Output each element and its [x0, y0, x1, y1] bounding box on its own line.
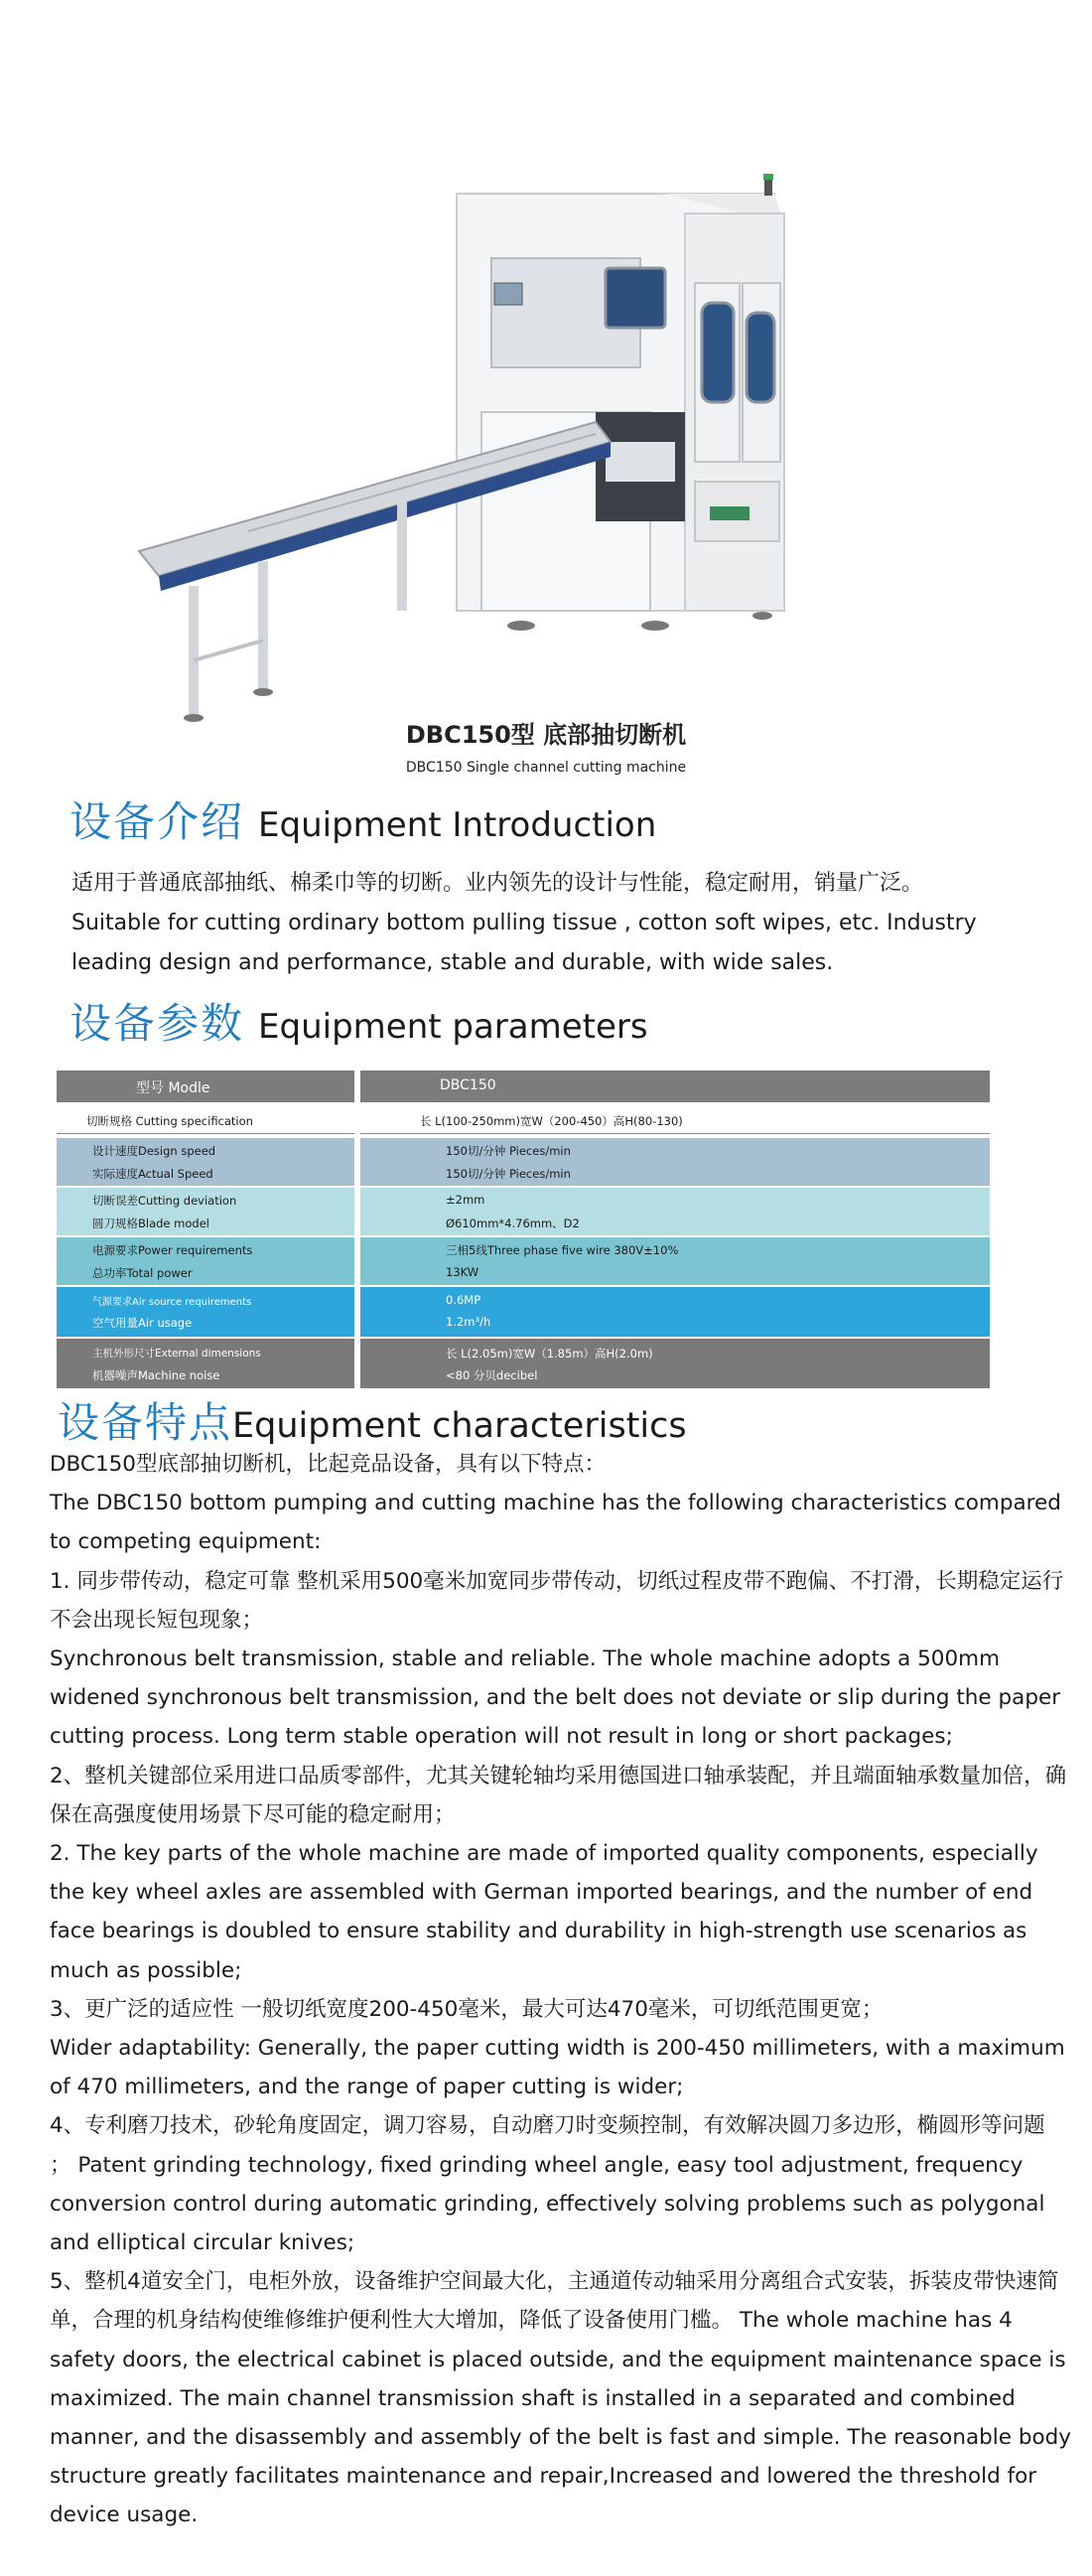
table-cell-label	[57, 1138, 354, 1186]
hmi-screen	[494, 283, 522, 305]
param-value: 13KW	[446, 1265, 479, 1279]
characteristics-paragraph: DBC150型底部抽切断机，比起竞品设备，具有以下特点：	[50, 1452, 606, 1477]
intro-line: 适用于普通底部抽纸、棉柔巾等的切断。业内领先的设计与性能，稳定耐用，销量广泛。	[71, 871, 924, 896]
param-label: 设计速度Design speed	[92, 1144, 216, 1158]
section-heading-parameters	[69, 991, 648, 1051]
table-row-group	[57, 1138, 990, 1186]
table-cell-value	[360, 1188, 990, 1235]
param-label: 实际速度Actual Speed	[92, 1167, 213, 1181]
table-cell-label	[57, 1287, 354, 1337]
characteristics-body	[50, 1445, 1072, 2535]
table-row-group	[57, 1237, 990, 1285]
table-cell-label	[57, 1237, 354, 1285]
intro-line: leading design and performance, stable and durable, with wide sales.	[71, 950, 834, 975]
characteristics-paragraph: The DBC150 bottom pumping and cutting machine has the following characteristics compared to competing equipment:	[50, 1491, 1061, 1555]
section-heading-characteristics	[58, 1390, 687, 1450]
spec-value: 长 L(100-250mm)宽W（200-450）高H(80-130)	[420, 1114, 683, 1128]
characteristics-paragraph: Synchronous belt transmission, stable and reliable. The whole machine adopts a 500mm widened synchronous belt transmission, and the belt does not deviate or slip during the paper cutting process. Long term stable operation will not result in long or short packages;	[50, 1646, 1061, 1750]
section-title-cn: 设备参数	[69, 999, 245, 1048]
characteristics-paragraph: 2、整机关键部位采用进口品质零部件，尤其关键轮轴均采用德国进口轴承装配，并且端面轴承数量加倍，确保在高强度使用场景下尽可能的稳定耐用；	[50, 1763, 1067, 1827]
table-row-group	[57, 1188, 990, 1235]
table-cell-value	[360, 1287, 990, 1337]
param-label: 电源要求Power requirements	[92, 1243, 253, 1257]
characteristics-paragraph: 2. The key parts of the whole machine are made of imported quality components, especially the key wheel axles are assembled with German imported bearings, and the number of end face bearings is doubled to ensure stability and durability in high-strength use scenarios as much as possible;	[50, 1841, 1038, 1983]
param-label: 圆刀规格Blade model	[92, 1216, 209, 1230]
side-window-left	[702, 303, 734, 402]
param-value: 150切/分钟 Pieces/min	[446, 1144, 571, 1158]
param-value: ±2mm	[446, 1193, 485, 1207]
section-title-cn: 设备介绍	[69, 797, 245, 846]
side-window-right	[747, 313, 774, 402]
param-value: 1.2m³/h	[446, 1315, 491, 1329]
param-label: 气源要求Air source requirements	[92, 1297, 252, 1308]
param-value: <80 分贝decibel	[446, 1368, 538, 1382]
table-cell-label	[57, 1106, 354, 1134]
characteristics-paragraph: 1. 同步带传动，稳定可靠 整机采用500毫米加宽同步带传动，切纸过程皮带不跑偏、不打滑，长期稳定运行不会出现长短包现象；	[50, 1568, 1064, 1633]
spec-label: 切断规格 Cutting specification	[86, 1114, 253, 1128]
table-cell-value	[360, 1237, 990, 1285]
param-label: 机器噪声Machine noise	[92, 1368, 220, 1382]
conveyor-leg-front	[189, 586, 199, 715]
param-value: 150切/分钟 Pieces/min	[446, 1167, 571, 1181]
model-caption-en: DBC150 Single channel cutting machine	[405, 760, 687, 776]
parameter-table	[57, 1071, 990, 1390]
section-title-en: Equipment characteristics	[232, 1406, 687, 1446]
param-value: 长 L(2.05m)宽W（1.85m）高H(2.0m)	[446, 1347, 653, 1360]
characteristics-paragraph: Wider adaptability: Generally, the paper cutting width is 200-450 millimeters, with a maximum of 470 millimeters, and the range of paper cutting is wider;	[50, 2036, 1065, 2100]
table-cell-value	[360, 1339, 990, 1388]
section-title-en: Equipment parameters	[258, 1007, 648, 1047]
param-value: 三相5线Three phase five wire 380V±10%	[446, 1243, 679, 1257]
table-row-spec	[57, 1106, 990, 1134]
param-label: 主机外形尺寸External dimensions	[92, 1348, 261, 1360]
table-header-label	[57, 1071, 354, 1102]
machine-illustration	[99, 174, 874, 730]
model-caption-cn: DBC150型 底部抽切断机	[405, 721, 687, 749]
table-header-row	[57, 1071, 990, 1102]
table-cell-label	[57, 1188, 354, 1235]
table-header-label-text: 型号 Modle	[136, 1080, 210, 1096]
characteristics-paragraph: 4、专利磨刀技术，砂轮角度固定，调刀容易，自动磨刀时变频控制，有效解决圆刀多边形，椭圆形等问题 ； Patent grinding technology, fixed grinding wheel angle, easy tool adjustment, frequency conversion control during automatic grinding, effectively solving problems such as polygonal and elliptical circular knives;	[50, 2113, 1045, 2256]
table-row-group	[57, 1339, 990, 1388]
characteristics-paragraph: 3、更广泛的适应性 一般切纸宽度200-450毫米，最大可达470毫米，可切纸范围更宽；	[50, 1996, 884, 2022]
control-panel-window	[606, 268, 665, 328]
green-tray	[710, 506, 750, 520]
table-cell-label	[57, 1339, 354, 1388]
table-row-group	[57, 1287, 990, 1337]
table-header-value-text: DBC150	[440, 1077, 496, 1093]
section-title-cn: 设备特点	[58, 1398, 233, 1447]
table-cell-value	[360, 1106, 990, 1134]
param-label: 切断误差Cutting deviation	[92, 1194, 237, 1208]
param-value: 0.6MP	[446, 1293, 481, 1307]
table-cell-value	[360, 1138, 990, 1186]
table-header-value	[360, 1071, 990, 1102]
param-value: Ø610mm*4.76mm、D2	[446, 1216, 580, 1230]
param-label: 总功率Total power	[92, 1266, 193, 1280]
conveyor-leg-rear	[258, 561, 268, 690]
param-label: 空气用量Air usage	[92, 1316, 193, 1330]
intro-line: Suitable for cutting ordinary bottom pulling tissue , cotton soft wipes, etc. Industry	[71, 911, 977, 935]
intro-paragraph	[71, 864, 1064, 983]
characteristics-paragraph: 5、整机4道安全门，电柜外放，设备维护空间最大化，主通道传动轴采用分离组合式安装，拆装皮带快速简单，合理的机身结构使维修维护便利性大大增加，降低了设备使用门槛。 The whole machine has 4 safety doors, the electrical cabinet is placed outside, and the equipment maintenance space is maximized. The main channel transmission shaft is installed in a separated and combined manner, and the disassembly and assembly of the belt is fast and simple. The reasonable body structure greatly facilitates maintenance and repair,Increased and lowered the threshold for device usage.	[50, 2269, 1071, 2528]
section-heading-introduction	[69, 789, 656, 849]
section-title-en: Equipment Introduction	[258, 805, 657, 845]
